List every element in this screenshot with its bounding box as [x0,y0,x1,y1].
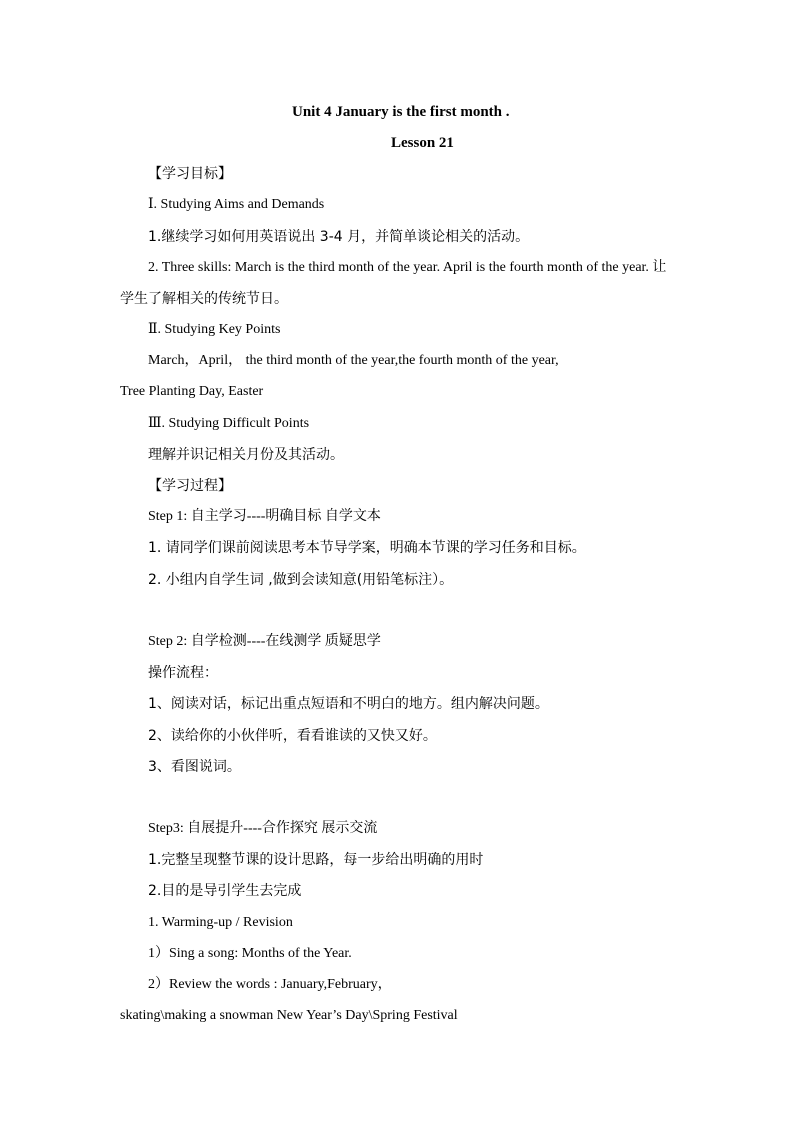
key-points-line-2: Tree Planting Day, Easter [120,384,264,399]
step-2-item-3: 3、看图说词。 [148,759,241,775]
warming-up-item-1: 1）Sing a song: Months of the Year. [148,946,352,961]
aims-item-1: 1.继续学习如何用英语说出 3-4 月，并简单谈论相关的活动。 [148,229,530,245]
section-heading-process: 【学习过程】 [148,478,232,494]
step-3-item-2: 2.目的是导引学生去完成 [148,883,302,899]
step-1-item-1: 1. 请同学们课前阅读思考本节导学案，明确本节课的学习任务和目标。 [148,540,586,556]
warming-up-heading: 1. Warming-up / Revision [148,915,293,930]
step-2-item-2: 2、读给你的小伙伴听，看看谁读的又快又好。 [148,728,437,744]
aims-item-2: 2. Three skills: March is the third month of the year. April is the fourth month of the year. 让 [148,260,667,275]
step-1-item-2: 2. 小组内自学生词 ,做到会读知意(用铅笔标注）。 [148,572,454,588]
step-3-item-1: 1.完整呈现整节课的设计思路，每一步给出明确的用时 [148,852,484,868]
key-points-heading: Ⅱ. Studying Key Points [148,322,281,337]
aims-item-2-continued: 学生了解相关的传统节日。 [120,291,288,307]
lesson-heading: Lesson 21 [391,135,454,151]
key-points-line-1: March，April， the third month of the year,the fourth month of the year, [148,353,559,368]
step-3-heading: Step3: 自展提升----合作探究 展示交流 [148,821,378,836]
section-heading-objectives: 【学习目标】 [148,166,232,182]
difficult-points-heading: Ⅲ. Studying Difficult Points [148,416,310,431]
difficult-points-text: 理解并识记相关月份及其活动。 [148,447,344,463]
step-1-heading: Step 1: 自主学习----明确目标 自学文本 [148,509,381,524]
step-2-heading: Step 2: 自学检测----在线测学 质疑思学 [148,634,381,649]
aims-heading: Ⅰ. Studying Aims and Demands [148,197,325,212]
warming-up-item-2-continued: skating\making a snowman New Year’s Day\Spring Festival [120,1008,458,1023]
step-2-procedure-label: 操作流程： [148,665,218,681]
warming-up-item-2: 2）Review the words : January,February， [148,977,392,992]
step-2-item-1: 1、阅读对话，标记出重点短语和不明白的地方。组内解决问题。 [148,696,549,712]
document-title: Unit 4 January is the first month . [292,104,510,120]
